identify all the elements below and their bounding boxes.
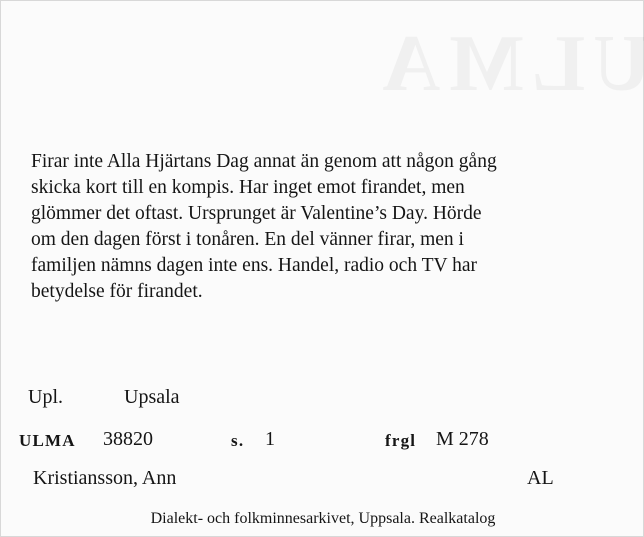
- questionnaire-number: M 278: [436, 428, 489, 450]
- province-abbreviation: Upl.: [28, 386, 63, 408]
- card-body-text: Firar inte Alla Hjärtans Dag annat än genom att någon gång skicka kort till en kompis. Har inget emot firandet, men glömmer det oftast. Ursprunget är Valentine’s Day. Hörde om den dagen först i tonåren. En del vänner firar, men i familjen nämns dagen inte ens. Handel, radio och TV har betydelse för firandet.: [31, 151, 497, 302]
- show-through-watermark: [151, 19, 644, 119]
- questionnaire-label: frgl: [385, 431, 417, 450]
- informant-name: Kristiansson, Ann: [33, 467, 177, 489]
- archive-footer: Dialekt- och folkminnesarkivet, Uppsala. Realkatalog: [150, 510, 496, 527]
- collector-initials: AL: [527, 467, 554, 489]
- parish-name: Upsala: [124, 386, 180, 408]
- archive-number: 38820: [103, 428, 153, 450]
- page-number: 1: [265, 428, 275, 450]
- page-label: s.: [231, 431, 245, 450]
- archive-label: ULMA: [19, 431, 76, 450]
- reference-row: [19, 428, 619, 456]
